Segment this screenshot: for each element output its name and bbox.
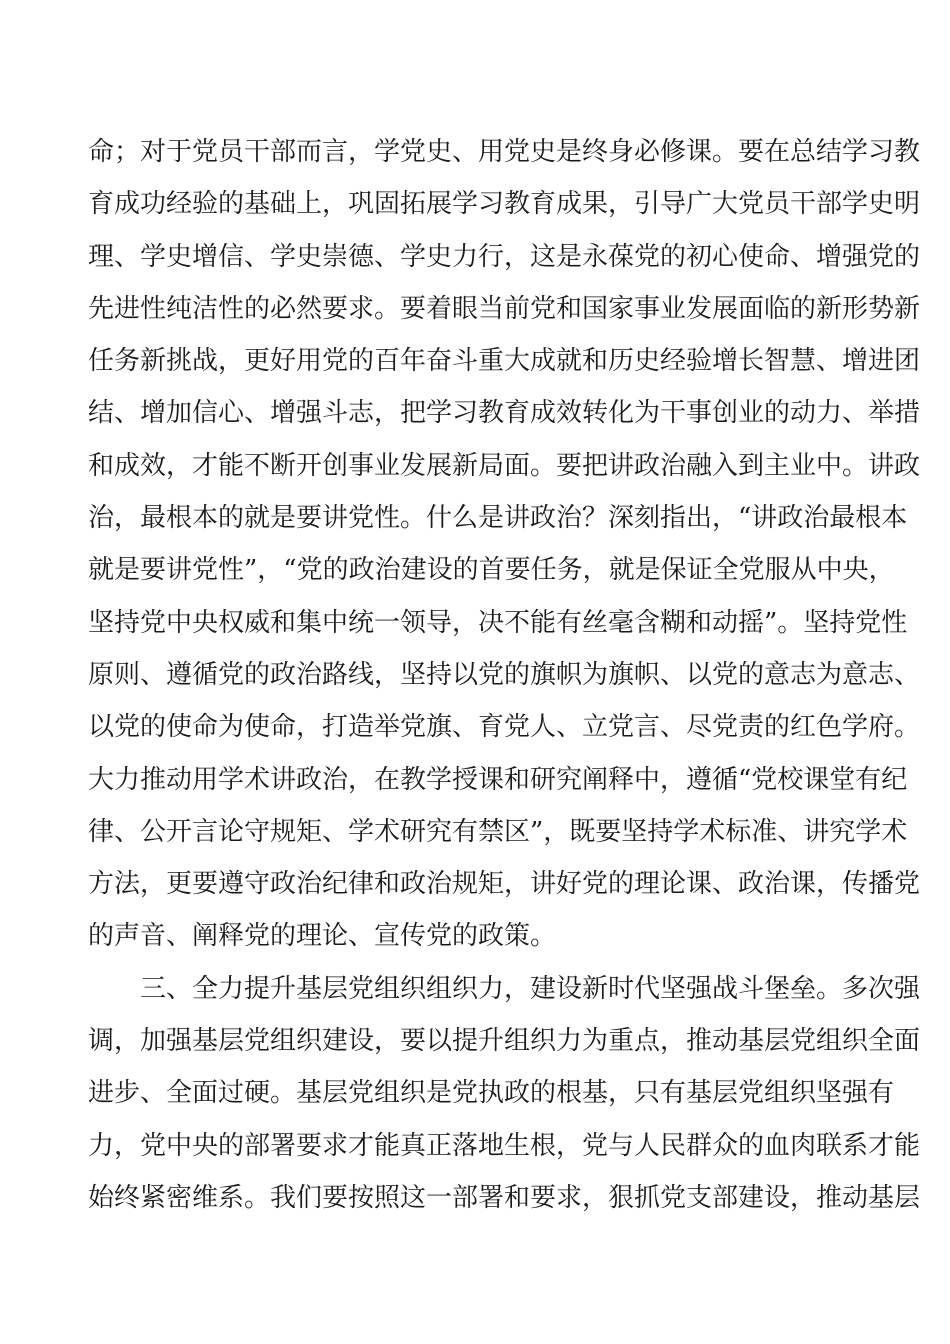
text-line: 力，党中央的部署要求才能真正落地生根，党与人民群众的血肉联系才能 <box>88 1130 921 1161</box>
text-line: 先进性纯洁性的必然要求。要着眼当前党和国家事业发展面临的新形势新 <box>88 293 921 324</box>
body-text <box>88 126 921 1224</box>
text-line: 命；对于党员干部而言，学党史、用党史是终身必修课。要在总结学习教 <box>88 137 921 167</box>
text-line: 治，最根本的就是要讲党性。什么是讲政治？深刻指出，“讲政治最根本 <box>88 503 908 534</box>
text-line: 育成功经验的基础上，巩固拓展学习教育成果，引导广大党员干部学史明 <box>88 189 921 220</box>
text-line: 以党的使命为使命，打造举党旗、育党人、立党言、尽党责的红色学府。 <box>88 712 921 743</box>
text-line: 的声音、阐释党的理论、宣传党的政策。 <box>88 921 557 952</box>
paragraph-2 <box>88 963 921 1224</box>
paragraph-1 <box>88 126 921 963</box>
text-line: 结、增加信心、增强斗志，把学习教育成效转化为干事创业的动力、举措 <box>88 398 921 429</box>
text-line: 理、学史增信、学史崇德、学史力行，这是永葆党的初心使命、增强党的 <box>88 241 921 272</box>
text-line: 原则、遵循党的政治路线，坚持以党的旗帜为旗帜、以党的意志为意志、 <box>88 659 921 690</box>
text-line: 三、全力提升基层党组织组织力，建设新时代坚强战斗堡垒。多次强 <box>140 973 921 1004</box>
text-line: 律、公开言论守规矩、学术研究有禁区”，既要坚持学术标准、讲究学术 <box>88 816 908 847</box>
text-line: 就是要讲党性”，“党的政治建设的首要任务，就是保证全党服从中央， <box>88 555 895 586</box>
text-line: 大力推动用学术讲政治，在教学授课和研究阐释中，遵循“党校课堂有纪 <box>88 764 908 795</box>
text-line: 坚持党中央权威和集中统一领导，决不能有丝毫含糊和动摇”。坚持党性 <box>88 607 908 638</box>
text-line: 进步、全面过硬。基层党组织是党执政的根基，只有基层党组织坚强有 <box>88 1078 895 1109</box>
text-line: 调，加强基层党组织建设，要以提升组织力为重点，推动基层党组织全面 <box>88 1026 921 1057</box>
text-line: 和成效，才能不断开创事业发展新局面。要把讲政治融入到主业中。讲政 <box>88 450 921 481</box>
text-line: 始终紧密维系。我们要按照这一部署和要求，狠抓党支部建设，推动基层 <box>88 1182 921 1213</box>
text-line: 任务新挑战，更好用党的百年奋斗重大成就和历史经验增长智慧、增进团 <box>88 346 921 377</box>
text-line: 方法，更要遵守政治纪律和政治规矩，讲好党的理论课、政治课，传播党 <box>88 869 921 900</box>
